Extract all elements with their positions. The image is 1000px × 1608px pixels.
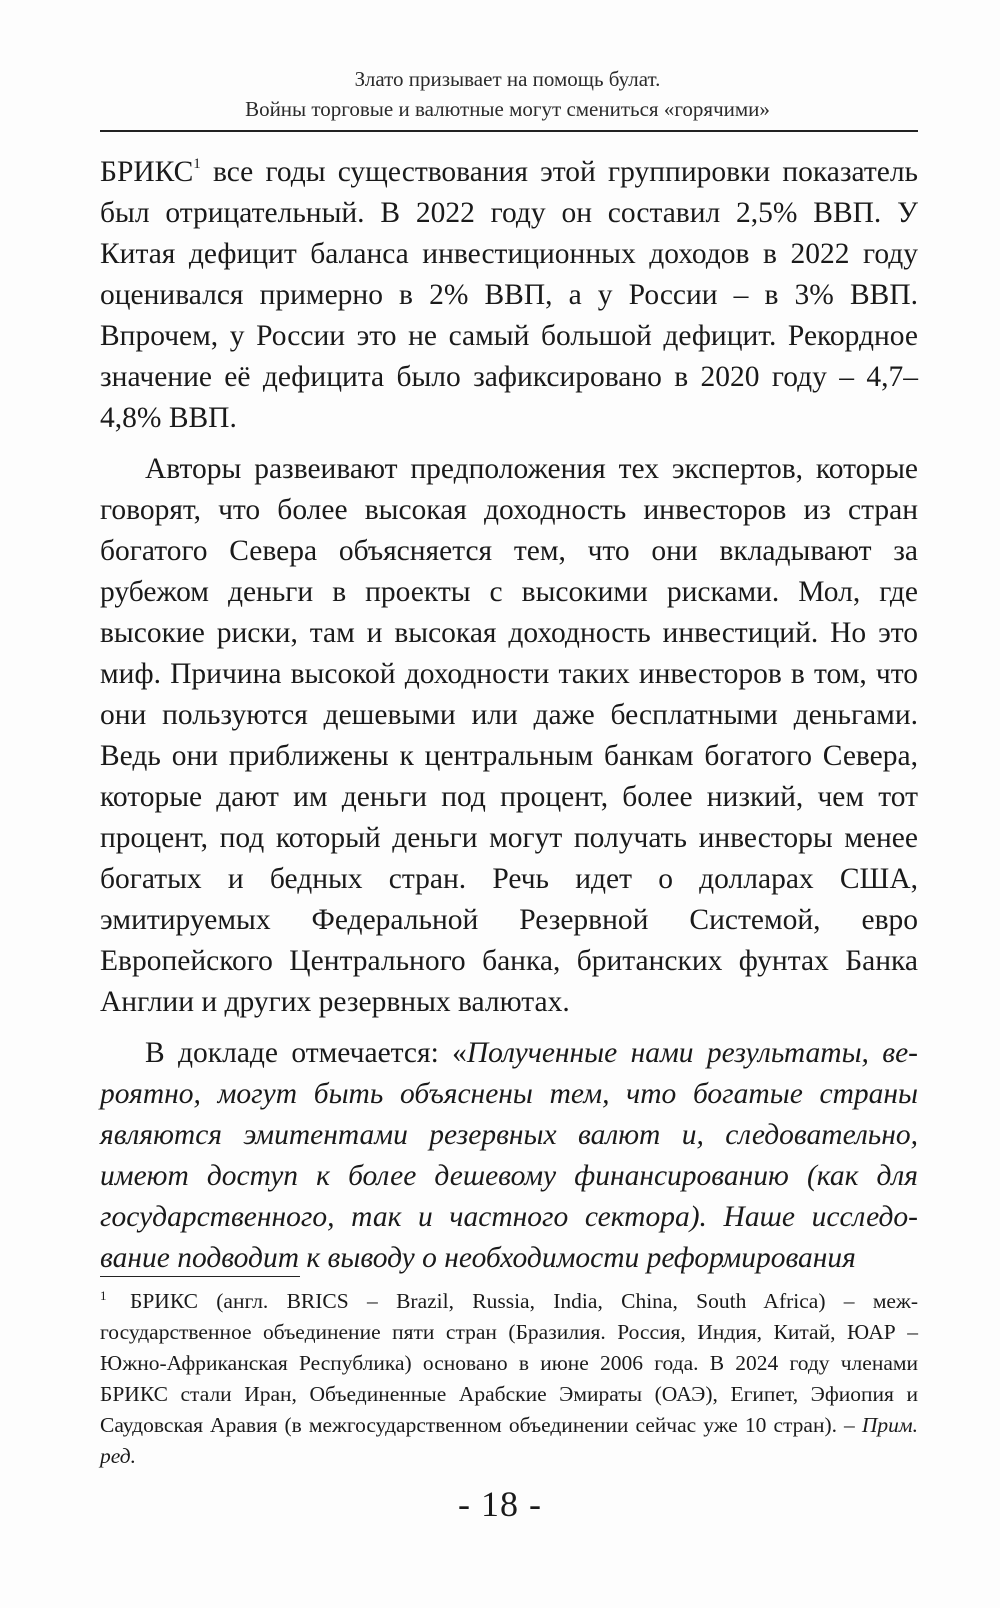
paragraph-2: Авторы развеивают предположения тех экспертов, которые говорят, что более высокая доходность инвесторов из стран богатого Севера объясняется тем, что они вкладывают за рубежом деньги в проекты с высокими рисками. Мол, где высокие риски, там и высокая доходность инвестиций. Но это миф. Причина высокой доходности таких инвесторов в том, что они пользуются дешевыми или даже бесплатными деньгами. Ведь они приближены к центральным банкам богатого Севера, которые дают им деньги под процент, более низкий, чем тот процент, под который деньги могут получать инвесторы менее богатых и бедных стран. Речь идет о долларах США, эмитируемых Федеральной Резервной Системой, евро Европейского Центрального банка, британских фунтах Банка Англии и других резервных валютах.: [100, 453, 918, 1018]
paragraph-1: [100, 152, 918, 439]
footnote-text: БРИКС (англ. BRICS – Brazil, Russia, India, China, South Africa) – межгосударственное объединение пяти стран (Бразилия. Россия, Индия, Китай, ЮАР – Южно-Африканская Республика) основано в июне 2006 года. В 2024 году членами БРИКС стали Иран, Объединенные Арабские Эмираты (ОАЭ), Египет, Эфиопия и Саудовская Аравия (в межгосударственном объединении сейчас уже 10 стран). –: [100, 1289, 918, 1437]
running-header-line-2: Войны торговые и валютные могут смениться «горячими»: [245, 97, 770, 121]
editor-note: Прим. ред.: [100, 1413, 918, 1468]
paragraph-1-text: все годы существования этой группировки показатель был отрицательный. В 2022 году он составил 2,5% ВВП. У Китая дефицит баланса инвестиционных доходов в 2022 году оценивался примерно в 2% ВВП, а у России – в 3% ВВП. Впрочем, у России это не самый большой дефицит. Рекордное значение её дефицита было зафиксировано в 2020 году – 4,7–4,8% ВВП.: [100, 156, 918, 434]
footnote-rule: [100, 1276, 300, 1277]
footnote-reference: 1: [193, 156, 201, 172]
running-header: [100, 64, 915, 124]
footnote: 1 БРИКС (англ. BRICS – Brazil, Russia, India, China, South Africa) – межгосударственное объединение пяти стран (Бразилия. Россия, Индия, Китай, ЮАР – Южно-Африканская Республика) основано в июне 2006 года. В 2024 году членами БРИКС стали Иран, Объединенные Арабские Эмираты (ОАЭ), Египет, Эфиопия и Саудовская Аравия (в межгосударственном объединении сейчас уже 10 стран). – Прим. ред.: [100, 1288, 918, 1468]
brics-term: БРИКС: [100, 156, 194, 188]
main-text: [100, 152, 918, 1289]
page-number: - 18 -: [458, 1484, 542, 1524]
report-quote: Полученные нами результаты, вероятно, могут быть объяснены тем, что богатые страны являются эмитентами резервных валют и, следовательно, имеют доступ к более дешевому финансированию (как для государственного, так и частного сектора). Наше исследование подводит к выводу о необходимости реформирования: [100, 1037, 918, 1274]
paragraph-3-lead: В докладе отмечается: «: [145, 1037, 467, 1069]
header-rule: [100, 130, 918, 132]
running-header-line-1: Злато призывает на помощь булат.: [354, 67, 661, 91]
paragraph-3: [100, 1033, 918, 1279]
